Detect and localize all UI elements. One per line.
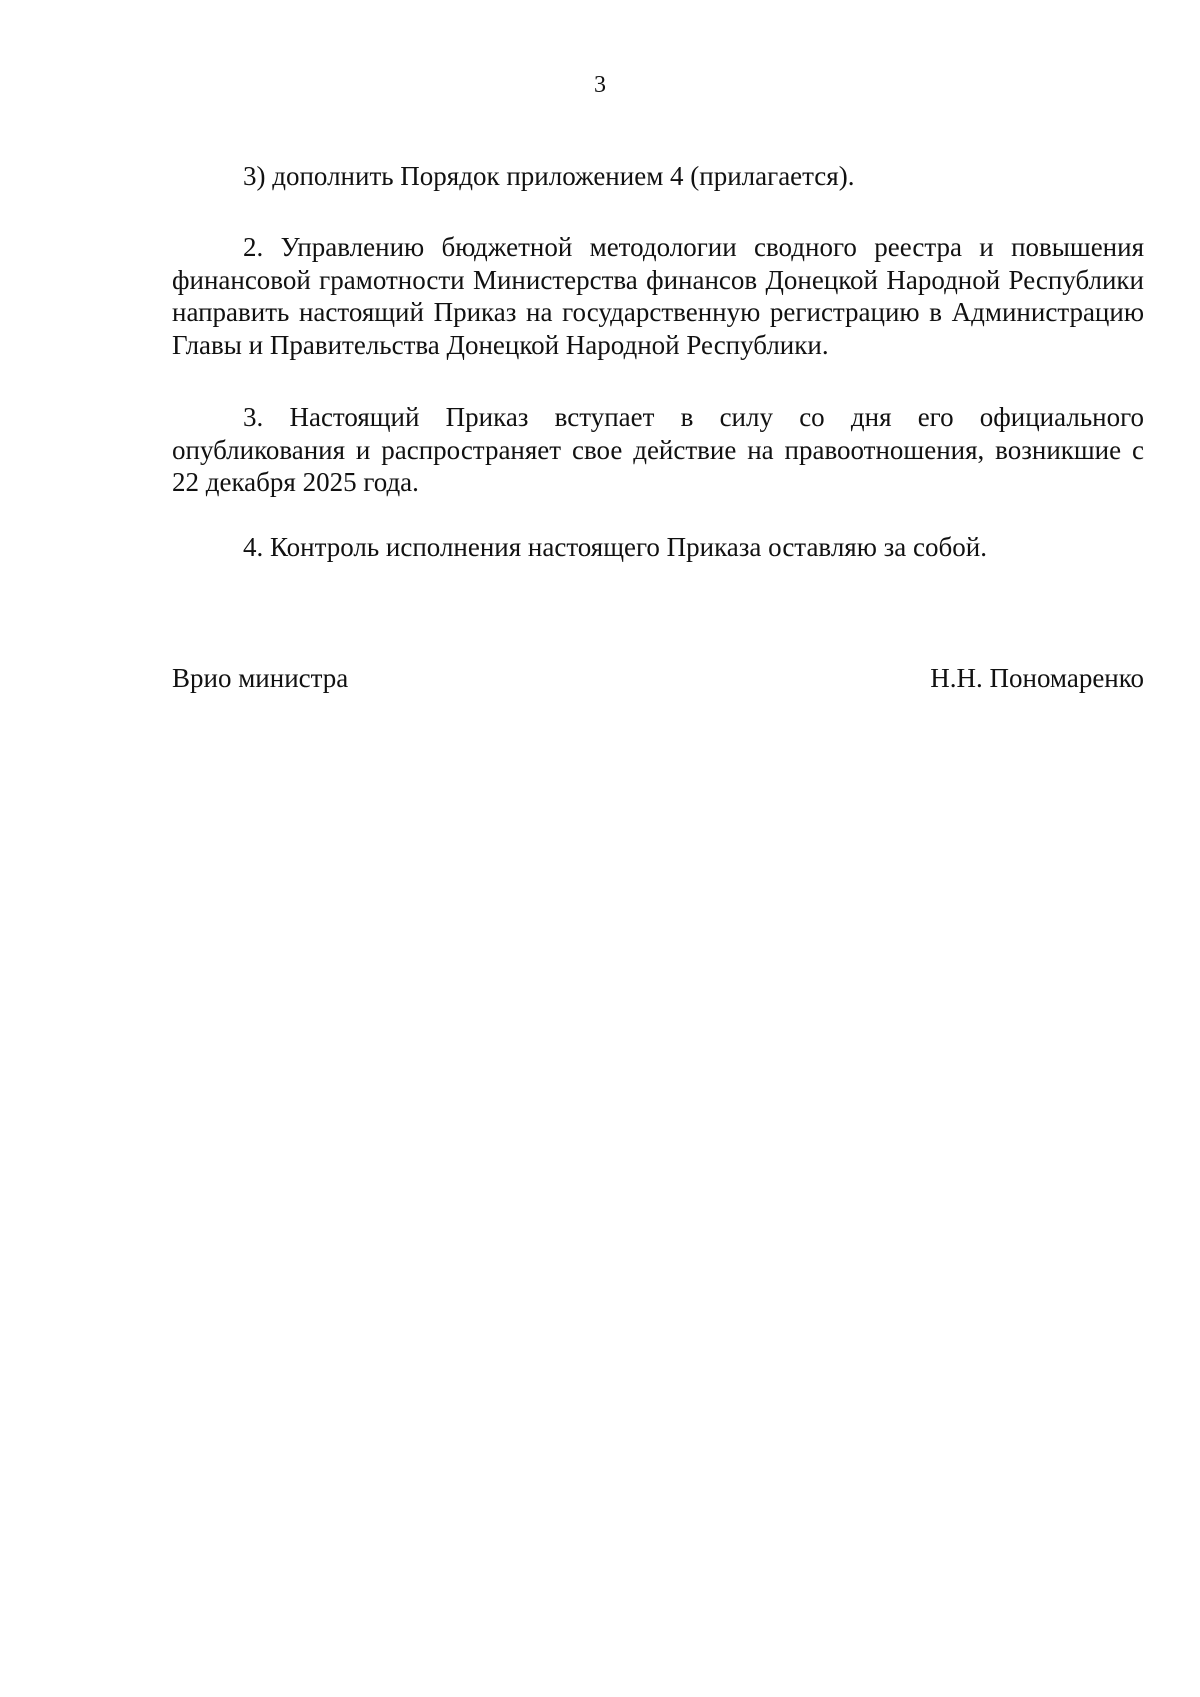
subitem-3-text: 3) дополнить Порядок приложением 4 (прилагается). <box>243 161 855 191</box>
item-3-block <box>172 401 1144 499</box>
item-2-block <box>172 231 1144 361</box>
item-4-block <box>172 531 1144 564</box>
signatory-name: Н.Н. Пономаренко <box>930 663 1144 693</box>
subitem-3-block <box>172 160 1144 193</box>
signatory-title: Врио министра <box>172 663 349 693</box>
item-3-text: 3. Настоящий Приказ вступает в силу со дня его официального опубликования и распространяет свое действие на правоотношения, возникшие с 22 декабря 2025 года. <box>172 402 1144 497</box>
item-4-text: 4. Контроль исполнения настоящего Приказа оставляю за собой. <box>243 532 987 562</box>
item-2-text: 2. Управлению бюджетной методологии сводного реестра и повышения финансовой грамотности Министерства финансов Донецкой Народной Республики направить настоящий Приказ на государственную регистрацию в Администрацию Главы и Правительства Донецкой Народной Республики. <box>172 232 1144 360</box>
page-number: 3 <box>594 72 606 98</box>
